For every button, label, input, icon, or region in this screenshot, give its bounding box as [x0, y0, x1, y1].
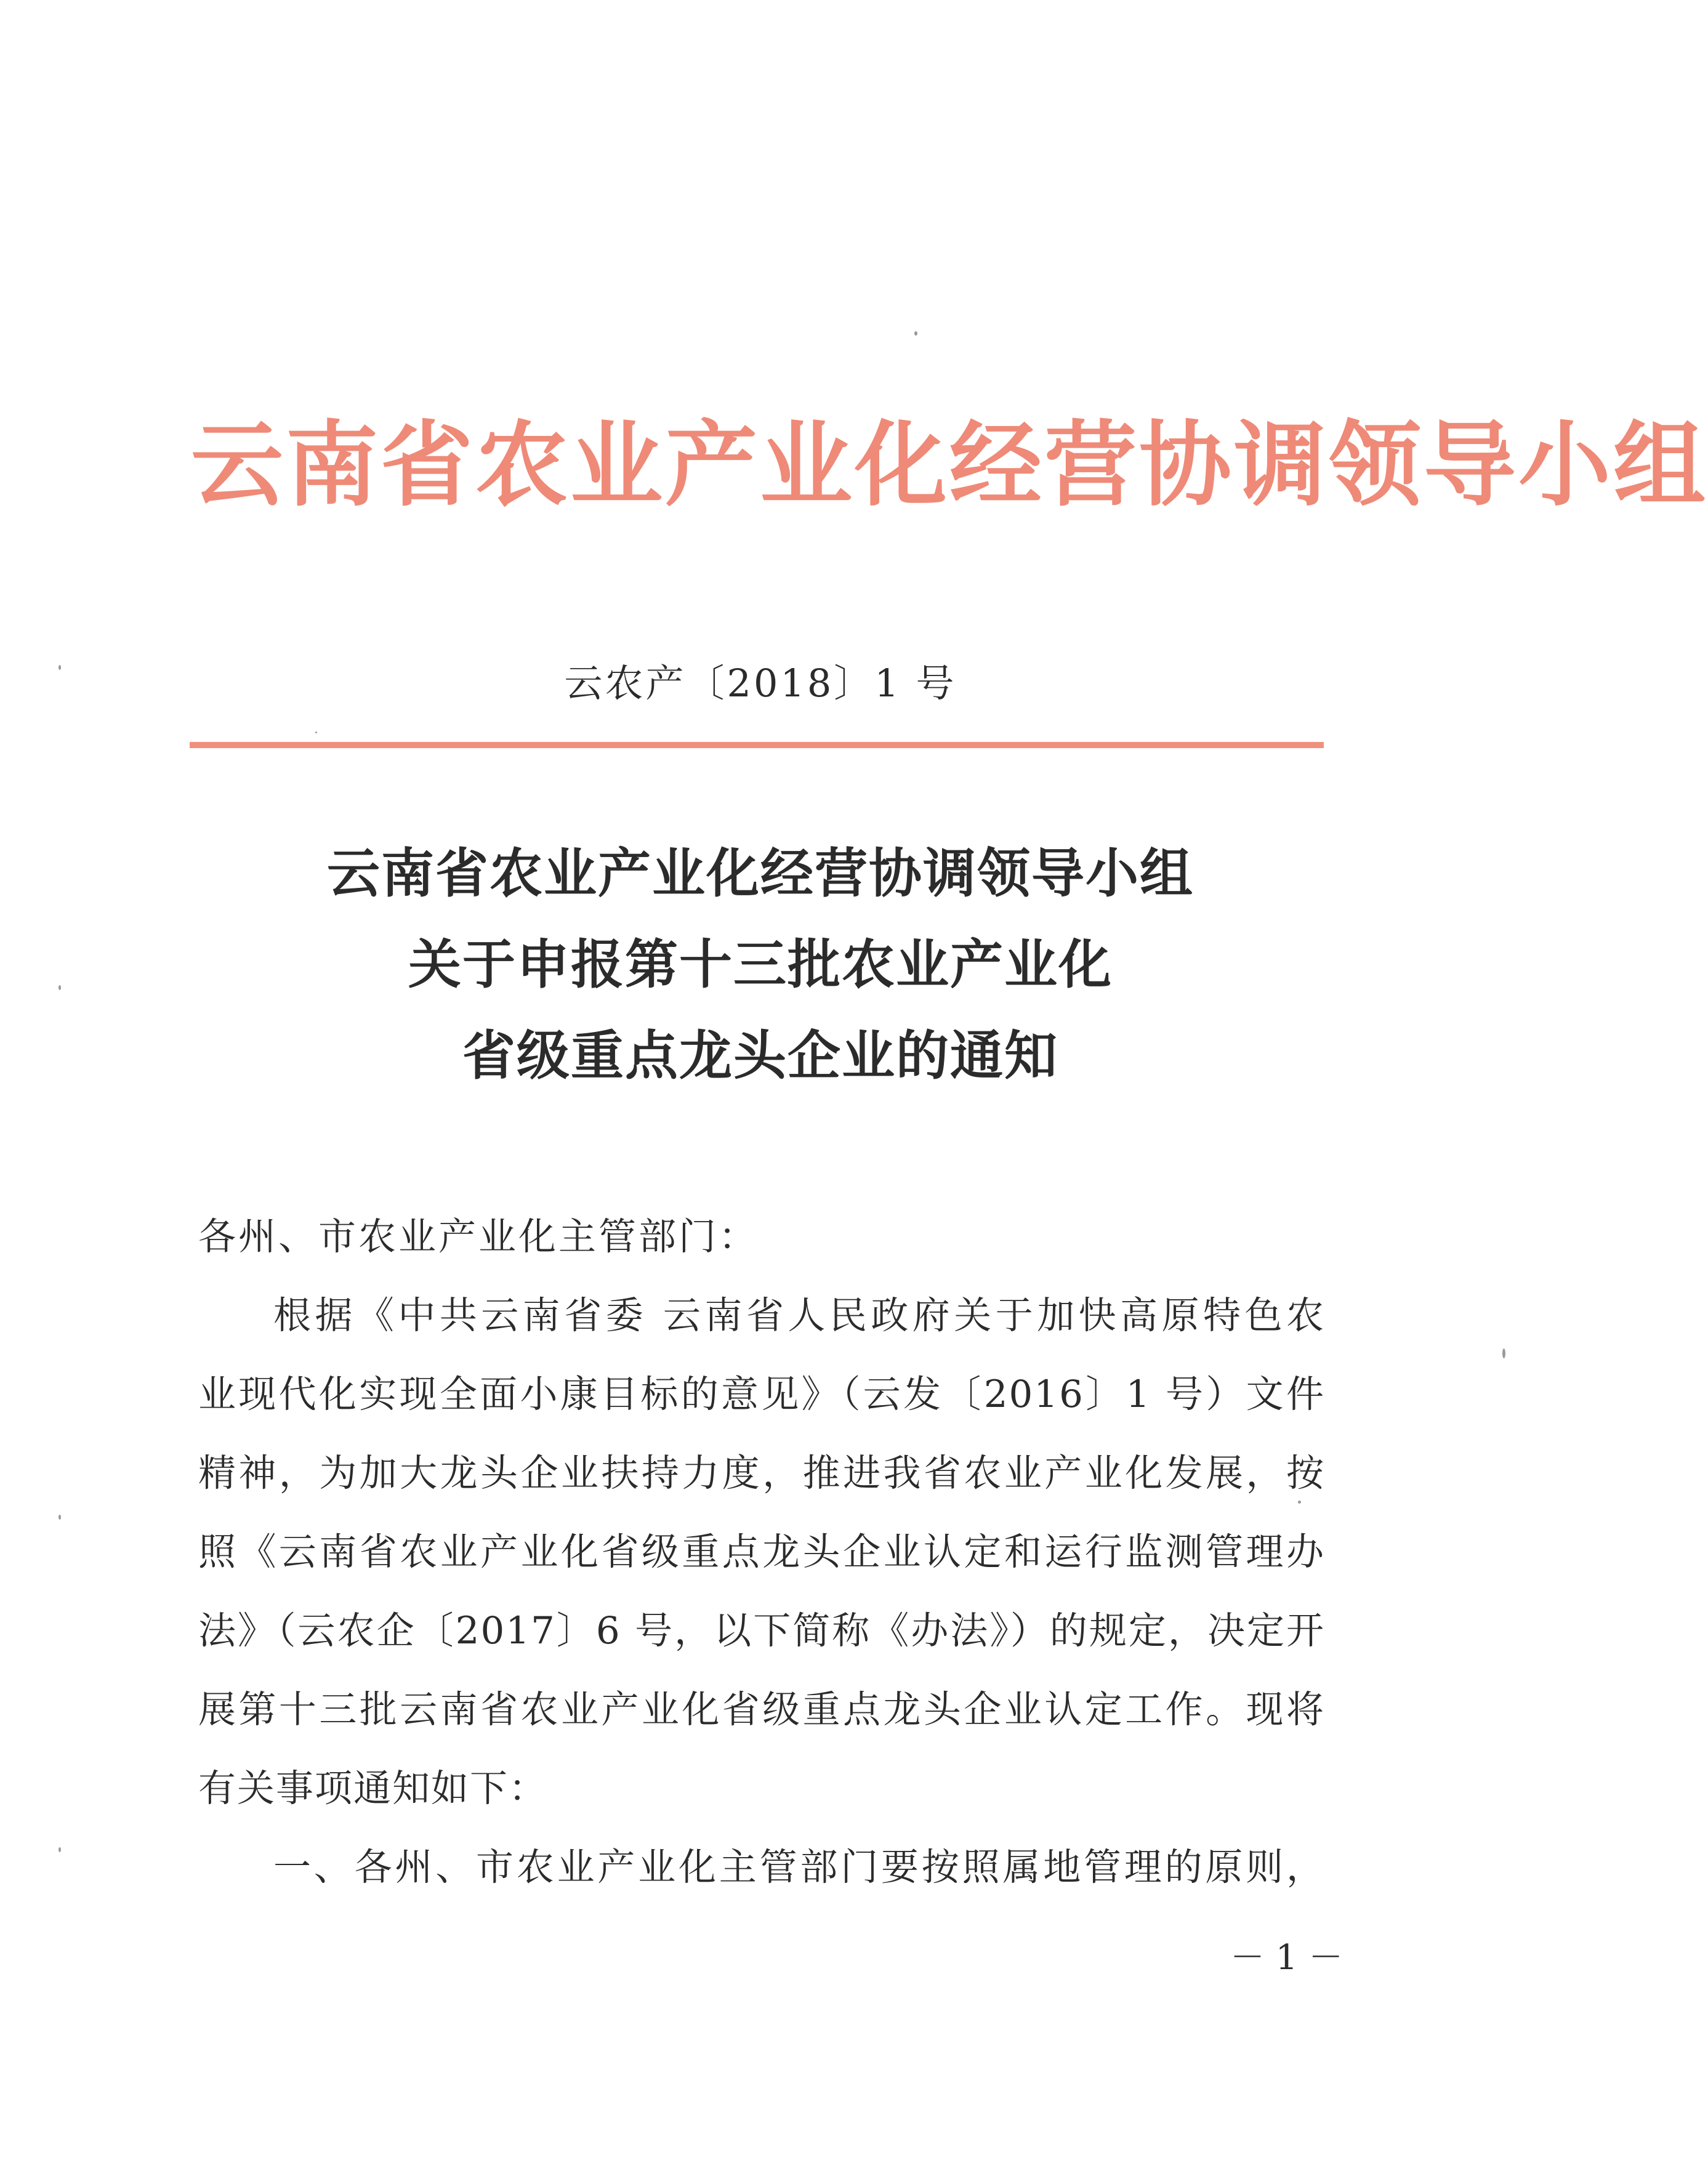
scan-speck: [58, 1515, 61, 1520]
issuing-organization-header: 云南省农业产业化经营协调领导小组: [191, 411, 1708, 519]
scan-speck: [58, 665, 61, 670]
title-line-2: 关于申报第十三批农业产业化: [408, 934, 1113, 996]
paragraph-1-line-4: 照《云南省农业产业化省级重点龙头企业认定和运行监测管理办: [198, 1530, 1325, 1574]
scan-speck: [1298, 1501, 1301, 1504]
paragraph-1-line-3: 精神，为加大龙头企业扶持力度，推进我省农业产业化发展，按: [198, 1451, 1325, 1495]
title-line-1: 云南省农业产业化经营协调领导小组: [327, 843, 1194, 905]
scan-speck: [58, 985, 61, 990]
scan-speck: [58, 1847, 61, 1852]
page-number: － 1 －: [1230, 1938, 1343, 1978]
salutation: 各州、市农业产业化主管部门：: [198, 1215, 759, 1259]
paragraph-1-line-5: 法》（云农企〔2017〕6 号，以下简称《办法》）的规定，决定开: [198, 1609, 1325, 1653]
paragraph-1-line-2: 业现代化实现全面小康目标的意见》（云发〔2016〕1 号）文件: [198, 1372, 1325, 1416]
header-red-rule: [190, 742, 1324, 748]
paragraph-1-line-7: 有关事项通知如下：: [198, 1767, 548, 1810]
document-body: [198, 1198, 1325, 1907]
paragraph-2: [198, 1828, 1325, 1907]
document-title: [191, 828, 1330, 1102]
document-number: 云农产〔2018〕1 号: [564, 661, 957, 706]
paragraph-1-line-6: 展第十三批云南省农业产业化省级重点龙头企业认定工作。现将: [198, 1688, 1325, 1731]
paragraph-1: [198, 1276, 1325, 1828]
paragraph-2-line-1: 一、各州、市农业产业化主管部门要按照属地管理的原则，: [273, 1845, 1325, 1889]
scan-speck: [914, 331, 917, 336]
scan-speck: [315, 731, 317, 733]
paragraph-1-line-1: 根据《中共云南省委 云南省人民政府关于加快高原特色农: [273, 1294, 1325, 1337]
scan-speck: [1502, 1348, 1505, 1358]
title-line-3: 省级重点龙头企业的通知: [462, 1025, 1058, 1087]
